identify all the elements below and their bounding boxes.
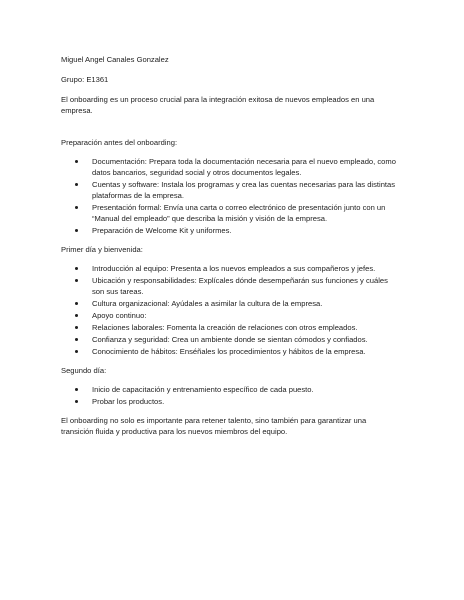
bullet-icon [75,326,78,329]
bullet-icon [75,302,78,305]
section-title: Preparación antes del onboarding: [61,138,178,147]
list-item [61,396,396,407]
list-item-text: Probar los productos. [92,397,165,406]
list-item-text: Relaciones laborales: Fomenta la creación de relaciones con otros empleados. [92,323,358,332]
section-first-day [61,244,396,357]
author-name: Miguel Angel Canales Gonzalez [61,55,169,64]
list-item [61,275,396,297]
list-item [61,310,396,321]
list-item-text: Presentación formal: Envía una carta o correo electrónico de presentación junto con un “Manual del empleado” que describa la misión y visión de la empresa. [92,203,386,223]
list-item-text: Cuentas y software: Instala los programas y crea las cuentas necesarias para las distintas plataformas de la empresa. [92,180,396,200]
group-code: Grupo: E1361 [61,75,109,84]
list-item [61,322,396,333]
list-item [61,263,396,274]
list-item-text: Confianza y seguridad: Crea un ambiente donde se sientan cómodos y confiados. [92,335,368,344]
bullet-icon [75,350,78,353]
list-item-text: Conocimiento de hábitos: Enséñales los procedimientos y hábitos de la empresa. [92,347,366,356]
intro-paragraph: El onboarding es un proceso crucial para la integración exitosa de nuevos empleados en una empresa. [61,95,375,115]
section-title: Segundo día: [61,366,107,375]
list-item-text: Preparación de Welcome Kit y uniformes. [92,226,232,235]
list-item [61,346,396,357]
closing-paragraph: El onboarding no solo es importante para retener talento, sino también para garantizar una transición fluida y productiva para los nuevos miembros del equipo. [61,416,367,436]
bullet-list [61,263,396,357]
bullet-icon [75,160,78,163]
bullet-icon [75,206,78,209]
list-item-text: Ubicación y responsabilidades: Explícales dónde desempeñarán sus funciones y cuáles son sus tareas. [92,276,388,296]
bullet-icon [75,338,78,341]
list-item [61,156,396,178]
bullet-icon [75,400,78,403]
list-item-text: Inicio de capacitación y entrenamiento específico de cada puesto. [92,385,314,394]
bullet-icon [75,388,78,391]
list-item [61,334,396,345]
section-preparation [61,137,396,236]
list-item [61,298,396,309]
bullet-icon [75,314,78,317]
bullet-icon [75,267,78,270]
list-item-text: Cultura organizacional: Ayúdales a asimilar la cultura de la empresa. [92,299,323,308]
list-item-text: Introducción al equipo: Presenta a los nuevos empleados a sus compañeros y jefes. [92,264,376,273]
list-item [61,384,396,395]
section-second-day [61,365,396,407]
list-item [61,202,396,224]
bullet-list [61,156,396,236]
bullet-icon [75,183,78,186]
bullet-icon [75,279,78,282]
bullet-list [61,384,396,407]
list-item-text: Documentación: Prepara toda la documentación necesaria para el nuevo empleado, como datos bancarios, seguridad social y otros documentos legales. [92,157,396,177]
list-item [61,179,396,201]
list-item [61,225,396,236]
bullet-icon [75,229,78,232]
list-item-text: Apoyo continuo: [92,311,147,320]
section-title: Primer día y bienvenida: [61,245,143,254]
